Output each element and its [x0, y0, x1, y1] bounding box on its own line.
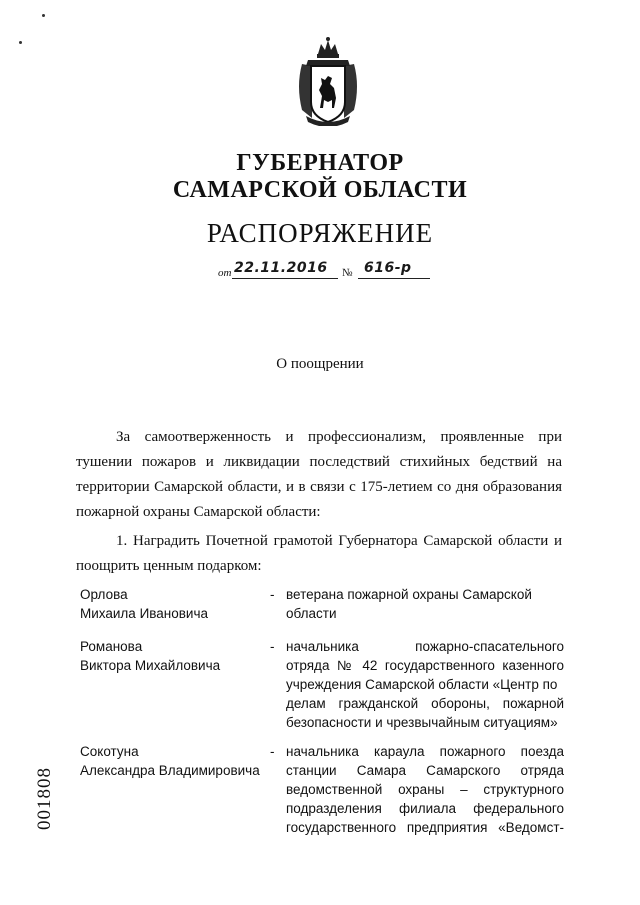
description-line: ветерана пожарной охраны Самарской [286, 587, 532, 602]
description-line: станции Самара Самарского отряда [286, 763, 564, 778]
description-line: учреждения Самарской области «Центр по [286, 677, 558, 692]
description-line: отряда № 42 государственного казенного [286, 658, 564, 673]
awardee-dash: - [270, 587, 275, 602]
scan-dot [42, 14, 45, 17]
document-type: РАСПОРЯЖЕНИЕ [206, 218, 434, 248]
awardee-description [286, 585, 564, 623]
awardee-description [286, 637, 564, 732]
coat-of-arms-icon [294, 36, 362, 126]
title-line-2: САМАРСКОЙ ОБЛАСТИ [172, 177, 468, 203]
description-line: начальника пожарно-спасательного [286, 639, 564, 654]
awardee-given-name: Виктора Михайловича [80, 658, 221, 673]
awardee-description [286, 742, 564, 837]
date-underline [232, 278, 338, 279]
description-line: безопасности и чрезвычайным ситуациям» [286, 715, 558, 730]
description-line: делам гражданской обороны, пожарной [286, 696, 564, 711]
scan-dot [19, 41, 22, 44]
side-stamp-number: 001808 [34, 767, 55, 830]
description-line: государственного предприятия «Ведомст- [286, 820, 564, 835]
awardee-surname: Сокотуна [80, 744, 139, 759]
title-line-1: ГУБЕРНАТОР [236, 150, 404, 176]
description-line: области [286, 606, 337, 621]
awardee-name [80, 585, 265, 623]
number-underline [358, 278, 430, 279]
item-1-paragraph: 1. Наградить Почетной грамотой Губернатора Самарской области и поощрить ценным подарком: [76, 533, 562, 574]
awardee-name [80, 742, 265, 780]
intro-paragraph: За самоотверженность и профессионализм, проявленные при тушении пожаров и ликвидации последствий стихийных бедствий на территории Самарской области, и в связи с 175-летием со дня образования пожарной охраны Самарской области: [76, 429, 562, 520]
description-line: ведомственной охраны – структурного [286, 782, 564, 797]
awardee-dash: - [270, 744, 275, 759]
description-line: начальника караула пожарного поезда [286, 744, 564, 759]
awardee-given-name: Михаила Ивановича [80, 606, 209, 621]
number-value: 616-р [364, 260, 412, 276]
side-stamp [30, 760, 60, 830]
awardee-given-name: Александра Владимировича [80, 763, 260, 778]
number-prefix: № [342, 267, 353, 279]
description-line: подразделения филиала федерального [286, 801, 564, 816]
date-value: 22.11.2016 [234, 260, 328, 276]
document-subject: О поощрении [276, 356, 364, 372]
awardee-surname: Орлова [80, 587, 128, 602]
awardee-name [80, 637, 265, 675]
awardee-surname: Романова [80, 639, 143, 654]
date-number-line [218, 258, 438, 284]
date-prefix: от [218, 267, 232, 279]
awardee-dash: - [270, 639, 275, 654]
